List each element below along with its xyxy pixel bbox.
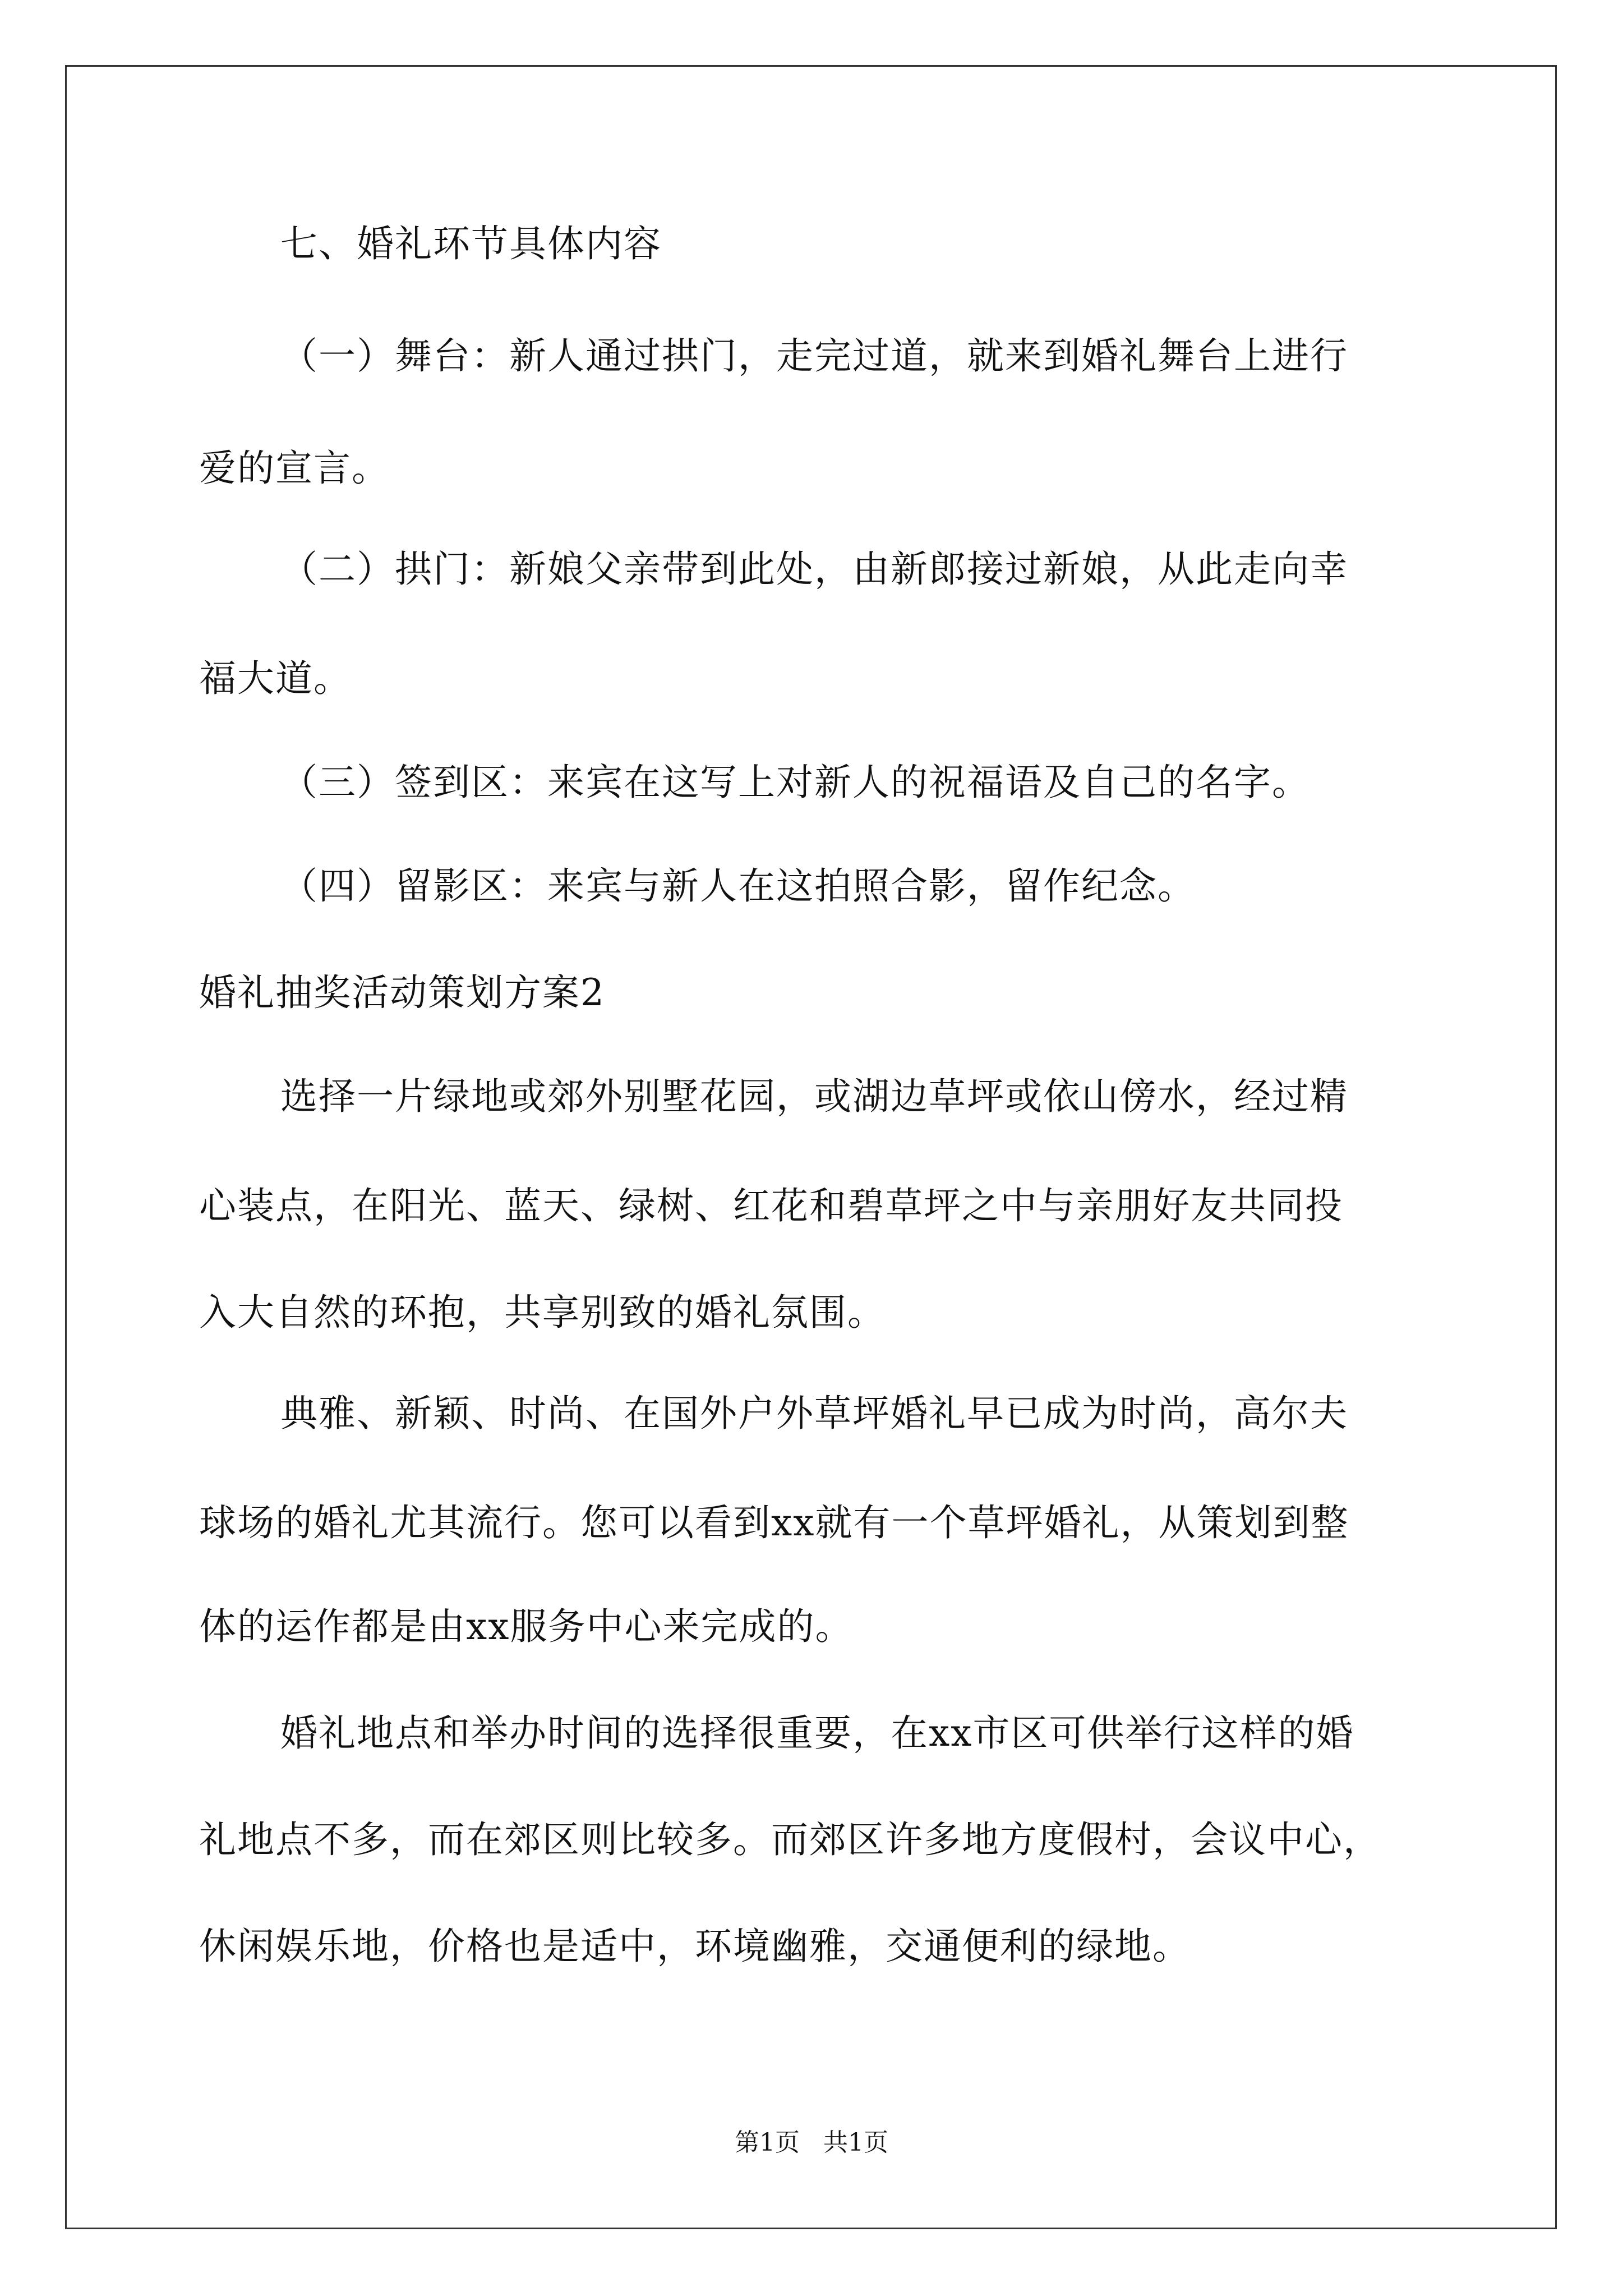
paragraph-line: 福大道。 <box>199 657 352 700</box>
paragraph-line: （二）拱门：新娘父亲带到此处，由新郎接过新娘，从此走向幸 <box>280 547 1348 591</box>
page-number-current: 第1页 <box>735 2128 800 2157</box>
paragraph-line: 婚礼地点和举办时间的选择很重要，在xx市区可供举行这样的婚 <box>280 1711 1354 1755</box>
page-number-total: 共1页 <box>823 2128 888 2157</box>
paragraph-line: 体的运作都是由xx服务中心来完成的。 <box>199 1605 854 1648</box>
paragraph-line: 爱的宣言。 <box>199 447 390 490</box>
paragraph-line: 休闲娱乐地，价格也是适中，环境幽雅，交通便利的绿地。 <box>199 1925 1191 1968</box>
page-footer <box>0 2126 1623 2160</box>
paragraph-line: （四）留影区：来宾与新人在这拍照合影，留作纪念。 <box>280 864 1196 908</box>
paragraph-line: 礼地点不多，而在郊区则比较多。而郊区许多地方度假村，会议中心， <box>199 1818 1381 1861</box>
paragraph-line: （三）签到区：来宾在这写上对新人的祝福语及自己的名字。 <box>280 761 1310 804</box>
paragraph-line: 选择一片绿地或郊外别墅花园，或湖边草坪或依山傍水，经过精 <box>280 1075 1348 1118</box>
paragraph-line: 入大自然的环抱，共享别致的婚礼氛围。 <box>199 1291 886 1334</box>
section-heading: 七、婚礼环节具体内容 <box>280 222 662 265</box>
paragraph-line: 心装点，在阳光、蓝天、绿树、红花和碧草坪之中与亲朋好友共同投 <box>199 1184 1343 1227</box>
paragraph-line: 典雅、新颖、时尚、在国外户外草坪婚礼早已成为时尚，高尔夫 <box>280 1392 1348 1435</box>
page-border <box>65 65 1557 2229</box>
section-title: 婚礼抽奖活动策划方案2 <box>199 971 605 1014</box>
paragraph-line: 球场的婚礼尤其流行。您可以看到xx就有一个草坪婚礼，从策划到整 <box>199 1501 1349 1544</box>
paragraph-line: （一）舞台：新人通过拱门，走完过道，就来到婚礼舞台上进行 <box>280 334 1348 378</box>
